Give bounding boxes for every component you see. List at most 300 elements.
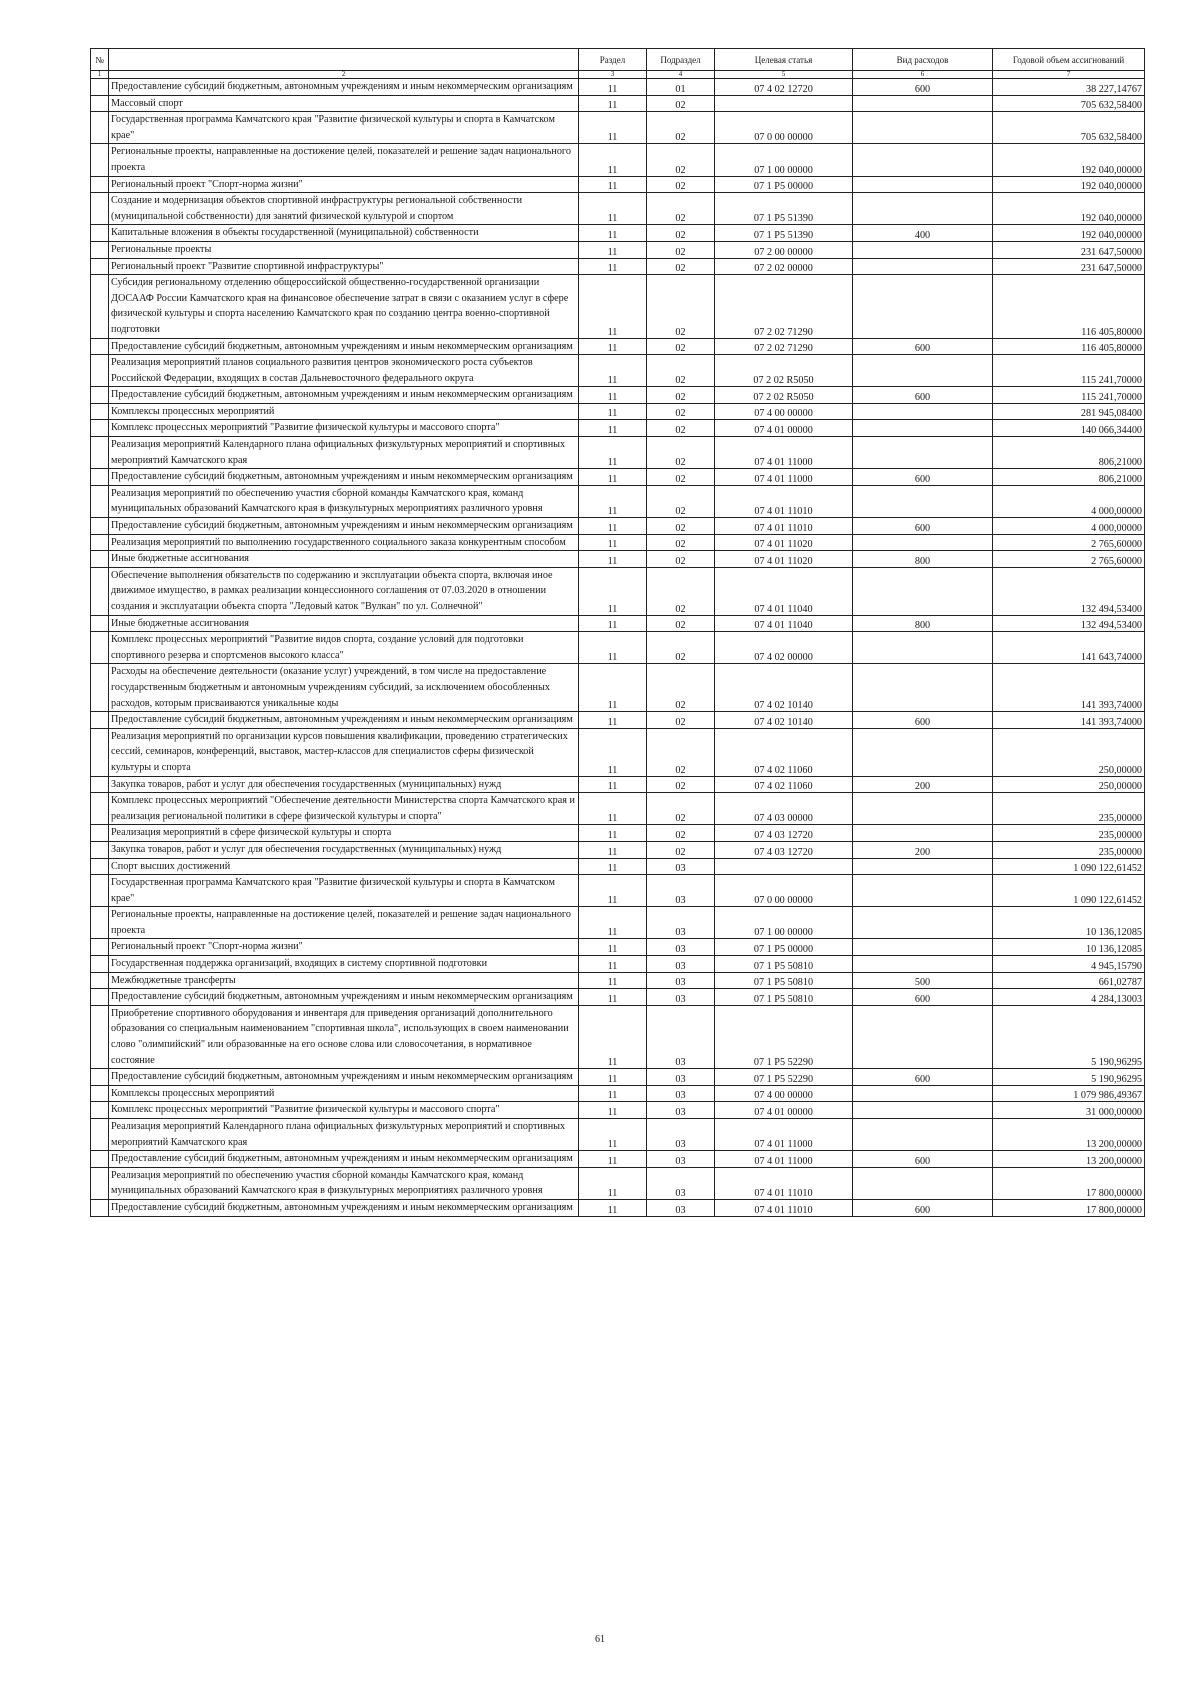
row-target bbox=[715, 858, 853, 875]
row-amount: 192 040,00000 bbox=[993, 193, 1145, 225]
row-target: 07 1 P5 52290 bbox=[715, 1069, 853, 1086]
row-vid: 200 bbox=[853, 841, 993, 858]
row-razdel: 11 bbox=[579, 144, 647, 176]
row-podrazdel: 02 bbox=[647, 193, 715, 225]
row-name: Реализация мероприятий Календарного плана официальных физкультурных мероприятий и спортивных мероприятий Камчатского края bbox=[109, 1119, 579, 1151]
table-row bbox=[91, 551, 1145, 568]
table-row bbox=[91, 907, 1145, 939]
row-number-cell bbox=[91, 534, 109, 551]
header-target: Целевая статья bbox=[715, 49, 853, 71]
row-razdel: 11 bbox=[579, 972, 647, 989]
row-amount: 17 800,00000 bbox=[993, 1199, 1145, 1216]
row-podrazdel: 03 bbox=[647, 907, 715, 939]
row-name: Предоставление субсидий бюджетным, автономным учреждениям и иным некоммерческим организациям bbox=[109, 469, 579, 486]
row-razdel: 11 bbox=[579, 728, 647, 776]
header-vid: Вид расходов bbox=[853, 49, 993, 71]
row-vid bbox=[853, 1102, 993, 1119]
table-row bbox=[91, 176, 1145, 193]
row-number-cell bbox=[91, 793, 109, 825]
row-amount: 250,00000 bbox=[993, 728, 1145, 776]
row-razdel: 11 bbox=[579, 225, 647, 242]
table-row bbox=[91, 1151, 1145, 1168]
row-podrazdel: 02 bbox=[647, 534, 715, 551]
row-name: Обеспечение выполнения обязательств по содержанию и эксплуатации объекта спорта, включая иное движимое имущество, в рамках реализации концессионного соглашения от 07.03.2020 в отношении создания и эксплуатации объекта спорта "Ледовый каток "Вулкан" по ул. Солнечной" bbox=[109, 567, 579, 615]
row-name: Комплекс процессных мероприятий "Развитие физической культуры и массового спорта" bbox=[109, 1102, 579, 1119]
row-amount: 13 200,00000 bbox=[993, 1119, 1145, 1151]
row-amount: 141 393,74000 bbox=[993, 712, 1145, 729]
row-podrazdel: 02 bbox=[647, 825, 715, 842]
row-vid bbox=[853, 112, 993, 144]
row-amount: 806,21000 bbox=[993, 469, 1145, 486]
row-vid bbox=[853, 485, 993, 517]
row-vid bbox=[853, 632, 993, 664]
row-amount: 4 000,00000 bbox=[993, 518, 1145, 535]
row-vid bbox=[853, 939, 993, 956]
row-number-cell bbox=[91, 939, 109, 956]
table-row bbox=[91, 420, 1145, 437]
header-podrazdel: Подраздел bbox=[647, 49, 715, 71]
column-number: 6 bbox=[853, 71, 993, 79]
row-amount: 132 494,53400 bbox=[993, 615, 1145, 632]
row-vid: 600 bbox=[853, 989, 993, 1006]
table-row bbox=[91, 567, 1145, 615]
table-row bbox=[91, 841, 1145, 858]
row-name: Приобретение спортивного оборудования и инвентаря для приведения организаций дополнительного образования со специальным наименованием "спортивная школа", использующих в своем наименовании слово "олимпийский" или образованные на его основе слова или словосочетания, в нормативное состояние bbox=[109, 1005, 579, 1068]
row-vid bbox=[853, 193, 993, 225]
row-number-cell bbox=[91, 858, 109, 875]
table-row bbox=[91, 989, 1145, 1006]
row-number-cell bbox=[91, 989, 109, 1006]
row-target: 07 4 02 10140 bbox=[715, 664, 853, 712]
table-row bbox=[91, 241, 1145, 258]
row-name: Региональный проект "Развитие спортивной инфраструктуры" bbox=[109, 258, 579, 275]
row-target: 07 1 P5 50810 bbox=[715, 972, 853, 989]
table-row bbox=[91, 275, 1145, 338]
table-row bbox=[91, 1199, 1145, 1216]
row-amount: 13 200,00000 bbox=[993, 1151, 1145, 1168]
row-razdel: 11 bbox=[579, 1005, 647, 1068]
row-razdel: 11 bbox=[579, 551, 647, 568]
row-razdel: 11 bbox=[579, 875, 647, 907]
row-amount: 132 494,53400 bbox=[993, 567, 1145, 615]
row-vid bbox=[853, 275, 993, 338]
table-row bbox=[91, 1167, 1145, 1199]
row-podrazdel: 02 bbox=[647, 485, 715, 517]
table-row bbox=[91, 485, 1145, 517]
column-numbers-row bbox=[91, 71, 1145, 79]
row-number-cell bbox=[91, 355, 109, 387]
row-name: Предоставление субсидий бюджетным, автономным учреждениям и иным некоммерческим организациям bbox=[109, 518, 579, 535]
row-number-cell bbox=[91, 567, 109, 615]
row-name: Комплексы процессных мероприятий bbox=[109, 403, 579, 420]
row-number-cell bbox=[91, 144, 109, 176]
row-vid bbox=[853, 420, 993, 437]
row-amount: 17 800,00000 bbox=[993, 1167, 1145, 1199]
row-name: Региональные проекты, направленные на достижение целей, показателей и решение задач национального проекта bbox=[109, 144, 579, 176]
row-razdel: 11 bbox=[579, 841, 647, 858]
row-target: 07 4 01 11010 bbox=[715, 1199, 853, 1216]
row-target: 07 2 02 R5050 bbox=[715, 387, 853, 404]
row-amount: 235,00000 bbox=[993, 825, 1145, 842]
row-target: 07 4 02 00000 bbox=[715, 632, 853, 664]
row-podrazdel: 02 bbox=[647, 615, 715, 632]
table-row bbox=[91, 875, 1145, 907]
row-vid: 600 bbox=[853, 387, 993, 404]
row-vid: 600 bbox=[853, 469, 993, 486]
table-row bbox=[91, 858, 1145, 875]
row-podrazdel: 02 bbox=[647, 176, 715, 193]
row-target bbox=[715, 95, 853, 112]
row-vid bbox=[853, 1085, 993, 1102]
row-razdel: 11 bbox=[579, 355, 647, 387]
row-number-cell bbox=[91, 258, 109, 275]
row-number-cell bbox=[91, 1119, 109, 1151]
row-name: Расходы на обеспечение деятельности (оказание услуг) учреждений, в том числе на предоставление государственным бюджетным и автономным учреждениям субсидий, за исключением обособленных расходов, которым присваиваются уникальные коды bbox=[109, 664, 579, 712]
row-razdel: 11 bbox=[579, 193, 647, 225]
row-razdel: 11 bbox=[579, 112, 647, 144]
row-name: Спорт высших достижений bbox=[109, 858, 579, 875]
row-podrazdel: 02 bbox=[647, 338, 715, 355]
table-row bbox=[91, 258, 1145, 275]
table-row bbox=[91, 1069, 1145, 1086]
row-podrazdel: 02 bbox=[647, 225, 715, 242]
row-amount: 31 000,00000 bbox=[993, 1102, 1145, 1119]
row-name: Реализация мероприятий планов социального развития центров экономического роста субъектов Российской Федерации, входящих в состав Дальневосточного федерального округа bbox=[109, 355, 579, 387]
row-target: 07 2 02 71290 bbox=[715, 338, 853, 355]
row-vid bbox=[853, 95, 993, 112]
row-podrazdel: 02 bbox=[647, 95, 715, 112]
row-target: 07 4 03 12720 bbox=[715, 825, 853, 842]
row-podrazdel: 03 bbox=[647, 1102, 715, 1119]
row-amount: 140 066,34400 bbox=[993, 420, 1145, 437]
row-name: Государственная программа Камчатского края "Развитие физической культуры и спорта в Камчатском крае" bbox=[109, 112, 579, 144]
row-number-cell bbox=[91, 469, 109, 486]
table-row bbox=[91, 387, 1145, 404]
row-number-cell bbox=[91, 79, 109, 96]
row-vid bbox=[853, 858, 993, 875]
row-target: 07 4 01 11010 bbox=[715, 485, 853, 517]
row-number-cell bbox=[91, 387, 109, 404]
row-name: Иные бюджетные ассигнования bbox=[109, 615, 579, 632]
row-vid bbox=[853, 355, 993, 387]
row-target: 07 4 01 11020 bbox=[715, 551, 853, 568]
row-name: Закупка товаров, работ и услуг для обеспечения государственных (муниципальных) нужд bbox=[109, 841, 579, 858]
row-target: 07 4 01 11000 bbox=[715, 469, 853, 486]
row-vid: 600 bbox=[853, 1069, 993, 1086]
row-name: Субсидия региональному отделению общероссийской общественно-государственной организации ДОСААФ России Камчатского края на финансовое обеспечение затрат в связи с оказанием услуг в сфере физической культуры и спорта населению Камчатского края по созданию центра военно-спортивной подготовки bbox=[109, 275, 579, 338]
row-podrazdel: 02 bbox=[647, 793, 715, 825]
row-target: 07 1 P5 50810 bbox=[715, 989, 853, 1006]
row-target: 07 2 02 R5050 bbox=[715, 355, 853, 387]
row-name: Предоставление субсидий бюджетным, автономным учреждениям и иным некоммерческим организациям bbox=[109, 1151, 579, 1168]
header-name bbox=[109, 49, 579, 71]
row-target: 07 4 01 11000 bbox=[715, 1119, 853, 1151]
row-razdel: 11 bbox=[579, 338, 647, 355]
row-name: Реализация мероприятий по обеспечению участия сборной команды Камчатского края, команд муниципальных образований Камчатского края в физкультурных мероприятиях различного уровня bbox=[109, 1167, 579, 1199]
row-amount: 250,00000 bbox=[993, 776, 1145, 793]
budget-table bbox=[90, 48, 1145, 1217]
row-target: 07 4 01 11040 bbox=[715, 567, 853, 615]
row-podrazdel: 03 bbox=[647, 1005, 715, 1068]
row-name: Предоставление субсидий бюджетным, автономным учреждениям и иным некоммерческим организациям bbox=[109, 989, 579, 1006]
row-razdel: 11 bbox=[579, 258, 647, 275]
row-number-cell bbox=[91, 1085, 109, 1102]
row-amount: 1 090 122,61452 bbox=[993, 858, 1145, 875]
row-razdel: 11 bbox=[579, 1069, 647, 1086]
row-vid: 600 bbox=[853, 338, 993, 355]
row-amount: 38 227,14767 bbox=[993, 79, 1145, 96]
row-number-cell bbox=[91, 1102, 109, 1119]
table-row bbox=[91, 664, 1145, 712]
row-razdel: 11 bbox=[579, 632, 647, 664]
row-target: 07 4 02 12720 bbox=[715, 79, 853, 96]
row-number-cell bbox=[91, 972, 109, 989]
row-podrazdel: 03 bbox=[647, 989, 715, 1006]
row-number-cell bbox=[91, 176, 109, 193]
row-target: 07 4 01 00000 bbox=[715, 1102, 853, 1119]
row-podrazdel: 02 bbox=[647, 664, 715, 712]
column-number: 3 bbox=[579, 71, 647, 79]
row-target: 07 4 01 11020 bbox=[715, 534, 853, 551]
row-number-cell bbox=[91, 615, 109, 632]
row-target: 07 1 P5 00000 bbox=[715, 939, 853, 956]
row-name: Межбюджетные трансферты bbox=[109, 972, 579, 989]
row-number-cell bbox=[91, 1069, 109, 1086]
column-number: 5 bbox=[715, 71, 853, 79]
table-row bbox=[91, 1102, 1145, 1119]
row-razdel: 11 bbox=[579, 989, 647, 1006]
row-podrazdel: 02 bbox=[647, 567, 715, 615]
row-name: Иные бюджетные ассигнования bbox=[109, 551, 579, 568]
row-name: Реализация мероприятий по обеспечению участия сборной команды Камчатского края, команд муниципальных образований Камчатского края в физкультурных мероприятиях различного уровня bbox=[109, 485, 579, 517]
row-number-cell bbox=[91, 193, 109, 225]
row-razdel: 11 bbox=[579, 241, 647, 258]
row-vid bbox=[853, 567, 993, 615]
row-amount: 806,21000 bbox=[993, 437, 1145, 469]
table-row bbox=[91, 95, 1145, 112]
row-number-cell bbox=[91, 664, 109, 712]
row-vid: 600 bbox=[853, 79, 993, 96]
row-amount: 5 190,96295 bbox=[993, 1069, 1145, 1086]
row-name: Предоставление субсидий бюджетным, автономным учреждениям и иным некоммерческим организациям bbox=[109, 712, 579, 729]
row-amount: 4 000,00000 bbox=[993, 485, 1145, 517]
row-vid bbox=[853, 403, 993, 420]
row-vid bbox=[853, 437, 993, 469]
row-podrazdel: 02 bbox=[647, 387, 715, 404]
row-number-cell bbox=[91, 95, 109, 112]
table-header bbox=[91, 49, 1145, 79]
row-target: 07 4 03 12720 bbox=[715, 841, 853, 858]
row-podrazdel: 03 bbox=[647, 1167, 715, 1199]
row-razdel: 11 bbox=[579, 518, 647, 535]
row-razdel: 11 bbox=[579, 95, 647, 112]
row-razdel: 11 bbox=[579, 858, 647, 875]
row-vid bbox=[853, 728, 993, 776]
row-name: Реализация мероприятий по выполнению государственного социального заказа конкурентным способом bbox=[109, 534, 579, 551]
row-amount: 235,00000 bbox=[993, 793, 1145, 825]
table-row bbox=[91, 469, 1145, 486]
row-vid bbox=[853, 875, 993, 907]
row-razdel: 11 bbox=[579, 664, 647, 712]
row-target: 07 2 00 00000 bbox=[715, 241, 853, 258]
row-amount: 235,00000 bbox=[993, 841, 1145, 858]
row-vid bbox=[853, 664, 993, 712]
row-vid bbox=[853, 1005, 993, 1068]
row-razdel: 11 bbox=[579, 1085, 647, 1102]
header-amount: Годовой объем ассигнований bbox=[993, 49, 1145, 71]
row-number-cell bbox=[91, 825, 109, 842]
row-number-cell bbox=[91, 275, 109, 338]
row-amount: 661,02787 bbox=[993, 972, 1145, 989]
row-podrazdel: 02 bbox=[647, 112, 715, 144]
row-number-cell bbox=[91, 875, 109, 907]
row-amount: 5 190,96295 bbox=[993, 1005, 1145, 1068]
row-razdel: 11 bbox=[579, 825, 647, 842]
column-number: 1 bbox=[91, 71, 109, 79]
row-target: 07 1 P5 51390 bbox=[715, 193, 853, 225]
row-name: Массовый спорт bbox=[109, 95, 579, 112]
row-number-cell bbox=[91, 485, 109, 517]
row-razdel: 11 bbox=[579, 469, 647, 486]
row-target: 07 4 02 10140 bbox=[715, 712, 853, 729]
row-target: 07 4 02 11060 bbox=[715, 728, 853, 776]
table-row bbox=[91, 355, 1145, 387]
page-number: 61 bbox=[595, 1634, 605, 1645]
table-row bbox=[91, 437, 1145, 469]
row-razdel: 11 bbox=[579, 1167, 647, 1199]
row-name: Государственная программа Камчатского края "Развитие физической культуры и спорта в Камчатском крае" bbox=[109, 875, 579, 907]
table-row bbox=[91, 712, 1145, 729]
row-target: 07 1 P5 52290 bbox=[715, 1005, 853, 1068]
table-row bbox=[91, 632, 1145, 664]
row-name: Государственная поддержка организаций, входящих в систему спортивной подготовки bbox=[109, 956, 579, 973]
row-target: 07 4 02 11060 bbox=[715, 776, 853, 793]
row-number-cell bbox=[91, 112, 109, 144]
table-body bbox=[91, 79, 1145, 1217]
column-number: 7 bbox=[993, 71, 1145, 79]
row-amount: 141 393,74000 bbox=[993, 664, 1145, 712]
row-name: Создание и модернизация объектов спортивной инфраструктуры региональной собственности (муниципальной собственности) для занятий физической культурой и спортом bbox=[109, 193, 579, 225]
row-podrazdel: 03 bbox=[647, 1151, 715, 1168]
row-amount: 192 040,00000 bbox=[993, 225, 1145, 242]
row-podrazdel: 02 bbox=[647, 275, 715, 338]
row-number-cell bbox=[91, 338, 109, 355]
row-vid: 500 bbox=[853, 972, 993, 989]
table-row bbox=[91, 534, 1145, 551]
row-target: 07 1 P5 50810 bbox=[715, 956, 853, 973]
row-vid: 600 bbox=[853, 518, 993, 535]
row-number-cell bbox=[91, 728, 109, 776]
row-podrazdel: 03 bbox=[647, 972, 715, 989]
budget-document bbox=[90, 48, 1144, 1217]
row-target: 07 1 P5 51390 bbox=[715, 225, 853, 242]
row-vid bbox=[853, 258, 993, 275]
row-amount: 141 643,74000 bbox=[993, 632, 1145, 664]
column-number: 4 bbox=[647, 71, 715, 79]
row-name: Предоставление субсидий бюджетным, автономным учреждениям и иным некоммерческим организациям bbox=[109, 1199, 579, 1216]
row-podrazdel: 03 bbox=[647, 956, 715, 973]
row-target: 07 0 00 00000 bbox=[715, 875, 853, 907]
row-amount: 281 945,08400 bbox=[993, 403, 1145, 420]
row-amount: 1 079 986,49367 bbox=[993, 1085, 1145, 1102]
row-number-cell bbox=[91, 225, 109, 242]
row-vid bbox=[853, 1119, 993, 1151]
row-amount: 2 765,60000 bbox=[993, 534, 1145, 551]
row-vid bbox=[853, 534, 993, 551]
table-row bbox=[91, 144, 1145, 176]
row-podrazdel: 02 bbox=[647, 355, 715, 387]
row-target: 07 4 01 11000 bbox=[715, 437, 853, 469]
row-podrazdel: 03 bbox=[647, 1199, 715, 1216]
row-number-cell bbox=[91, 420, 109, 437]
row-razdel: 11 bbox=[579, 907, 647, 939]
row-name: Закупка товаров, работ и услуг для обеспечения государственных (муниципальных) нужд bbox=[109, 776, 579, 793]
row-amount: 115 241,70000 bbox=[993, 355, 1145, 387]
table-row bbox=[91, 939, 1145, 956]
table-row bbox=[91, 793, 1145, 825]
row-vid: 600 bbox=[853, 712, 993, 729]
row-razdel: 11 bbox=[579, 567, 647, 615]
row-vid bbox=[853, 1167, 993, 1199]
row-amount: 10 136,12085 bbox=[993, 939, 1145, 956]
row-target: 07 4 01 11040 bbox=[715, 615, 853, 632]
table-row bbox=[91, 728, 1145, 776]
row-name: Реализация мероприятий по организации курсов повышения квалификации, проведению стратегических сессий, семинаров, конференций, выставок, мастер-классов для специалистов сферы физической культуры и спорта bbox=[109, 728, 579, 776]
row-amount: 192 040,00000 bbox=[993, 176, 1145, 193]
row-target: 07 1 00 00000 bbox=[715, 144, 853, 176]
row-podrazdel: 02 bbox=[647, 403, 715, 420]
row-number-cell bbox=[91, 956, 109, 973]
row-target: 07 1 00 00000 bbox=[715, 907, 853, 939]
row-podrazdel: 02 bbox=[647, 518, 715, 535]
table-row bbox=[91, 825, 1145, 842]
row-vid bbox=[853, 793, 993, 825]
row-amount: 116 405,80000 bbox=[993, 275, 1145, 338]
row-podrazdel: 02 bbox=[647, 632, 715, 664]
row-name: Предоставление субсидий бюджетным, автономным учреждениям и иным некоммерческим организациям bbox=[109, 387, 579, 404]
table-row bbox=[91, 1085, 1145, 1102]
row-target: 07 4 03 00000 bbox=[715, 793, 853, 825]
row-name: Предоставление субсидий бюджетным, автономным учреждениям и иным некоммерческим организациям bbox=[109, 79, 579, 96]
row-target: 07 2 02 71290 bbox=[715, 275, 853, 338]
row-number-cell bbox=[91, 1005, 109, 1068]
row-name: Комплекс процессных мероприятий "Обеспечение деятельности Министерства спорта Камчатского края и реализация региональной политики в сфере физической культуры и спорта" bbox=[109, 793, 579, 825]
row-number-cell bbox=[91, 1199, 109, 1216]
row-podrazdel: 02 bbox=[647, 437, 715, 469]
row-podrazdel: 02 bbox=[647, 241, 715, 258]
row-number-cell bbox=[91, 551, 109, 568]
row-vid: 600 bbox=[853, 1151, 993, 1168]
table-row bbox=[91, 1119, 1145, 1151]
row-podrazdel: 02 bbox=[647, 420, 715, 437]
row-razdel: 11 bbox=[579, 1199, 647, 1216]
table-row bbox=[91, 1005, 1145, 1068]
table-row bbox=[91, 776, 1145, 793]
row-number-cell bbox=[91, 712, 109, 729]
row-podrazdel: 02 bbox=[647, 776, 715, 793]
row-podrazdel: 03 bbox=[647, 1085, 715, 1102]
row-target: 07 0 00 00000 bbox=[715, 112, 853, 144]
row-number-cell bbox=[91, 1167, 109, 1199]
row-razdel: 11 bbox=[579, 776, 647, 793]
row-podrazdel: 03 bbox=[647, 939, 715, 956]
row-vid bbox=[853, 956, 993, 973]
table-row bbox=[91, 972, 1145, 989]
row-razdel: 11 bbox=[579, 939, 647, 956]
row-razdel: 11 bbox=[579, 1151, 647, 1168]
table-row bbox=[91, 193, 1145, 225]
row-target: 07 4 01 11010 bbox=[715, 518, 853, 535]
